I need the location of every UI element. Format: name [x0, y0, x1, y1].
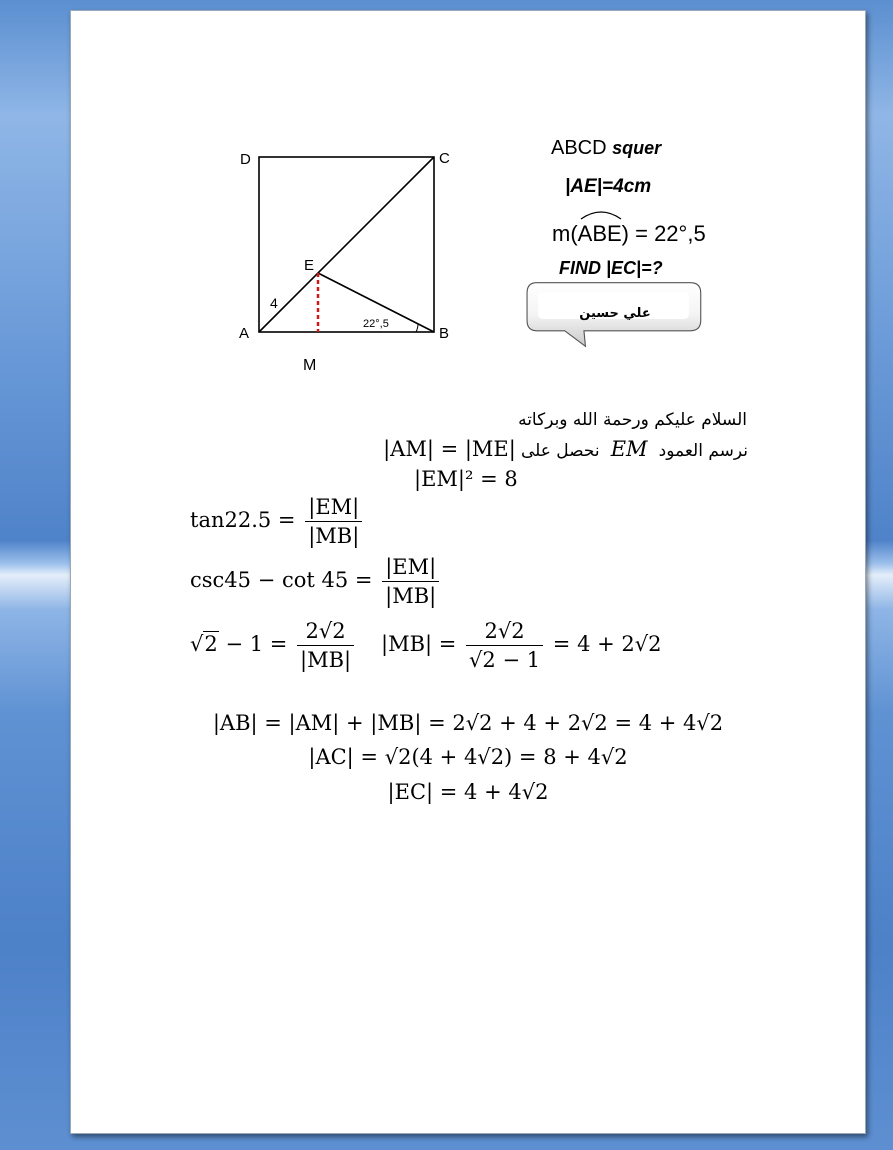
given-line-1	[551, 137, 661, 160]
eq2-lhs: |MB| =	[381, 632, 457, 656]
label-angle: 22°,5	[363, 318, 389, 330]
csc-lhs: csc45 − cot 45 =	[190, 568, 373, 592]
step-2-line: |EM|² = 8	[414, 467, 518, 491]
given-line-2: |AE|=4cm	[565, 176, 652, 197]
eq1-lhs-tail: − 1 =	[225, 632, 288, 656]
angle-arc	[416, 324, 418, 332]
given-word: squer	[612, 138, 662, 158]
tan-denominator: |MB|	[305, 521, 362, 548]
eq2-denominator: √2 − 1	[466, 645, 543, 672]
callout-text: علي حسين	[579, 305, 651, 321]
step-1-var: EM	[610, 437, 648, 461]
given-line-4: FIND |EC|=?	[559, 258, 663, 278]
label-side-ae: 4	[270, 295, 278, 311]
tan-lhs: tan22.5 =	[190, 508, 296, 532]
angle-hat	[579, 207, 639, 221]
tan-numerator: |EM|	[308, 495, 360, 519]
mb-equation	[381, 619, 661, 672]
step-1-arabic-2: نحصل على	[520, 441, 600, 461]
label-a: A	[239, 325, 250, 342]
tan-fraction	[305, 495, 362, 548]
ab-equation: |AB| = |AM| + |MB| = 2√2 + 4 + 2√2 = 4 + 4√2	[212, 711, 724, 735]
step-1-math: |AM| = |ME|	[383, 437, 516, 461]
label-b: B	[439, 325, 450, 342]
tan-equation	[190, 495, 365, 548]
label-d: D	[240, 151, 251, 168]
eq1-denominator: |MB|	[297, 645, 354, 672]
label-c: C	[439, 150, 450, 167]
eq2-fraction	[466, 619, 543, 672]
greeting-text: السلام عليكم ورحمة الله وبركاته	[518, 410, 747, 430]
diagonal-ac	[259, 157, 434, 332]
sqrt-equation	[190, 619, 357, 672]
sqrt-two: √2	[190, 632, 218, 656]
csc-numerator: |EM|	[385, 555, 437, 579]
ac-equation: |AC| = √2(4 + 4√2) = 8 + 4√2	[308, 745, 628, 769]
step-1-arabic: نرسم العمود	[658, 441, 748, 461]
eq2-rhs: = 4 + 2√2	[552, 632, 662, 656]
step-1-line	[367, 437, 748, 461]
label-m: M	[303, 357, 317, 374]
csc-equation	[190, 555, 442, 608]
eq2-numerator: 2√2	[484, 619, 525, 643]
csc-fraction	[382, 555, 439, 608]
document-page	[70, 10, 866, 1134]
label-e: E	[304, 257, 315, 274]
given-line-3: m(ABE) = 22°,5	[552, 221, 706, 246]
square-figure	[236, 146, 461, 376]
eq1-fraction	[297, 619, 354, 672]
eq1-numerator: 2√2	[305, 619, 346, 643]
given-shape: ABCD	[551, 137, 613, 159]
ec-equation: |EC| = 4 + 4√2	[387, 780, 549, 804]
csc-denominator: |MB|	[382, 581, 439, 608]
